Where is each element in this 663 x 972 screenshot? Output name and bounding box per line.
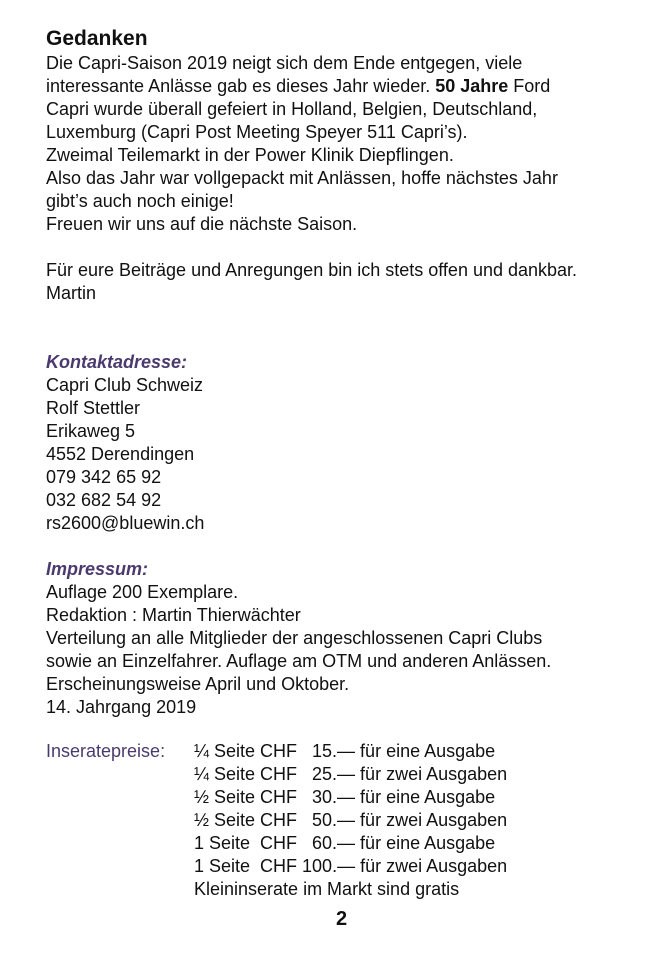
contact-line: Rolf Stettler xyxy=(46,398,141,418)
signature: Martin xyxy=(46,283,97,303)
price-row: ¼ Seite CHF 15.— für eine Ausgabe xyxy=(194,741,496,761)
price-row: ½ Seite CHF 50.— für zwei Ausgaben xyxy=(194,810,508,830)
text-line: Luxemburg (Capri Post Meeting Speyer 511 Capri’s). xyxy=(46,122,468,142)
impressum-section xyxy=(46,558,636,719)
impressum-line: Verteilung an alle Mitglieder der angeschlossenen Capri Clubs xyxy=(46,628,543,648)
ad-prices xyxy=(46,740,636,901)
text-line: Also das Jahr war vollgepackt mit Anlässen, hoffe nächstes Jahr xyxy=(46,168,558,188)
contact-phone: 032 682 54 92 xyxy=(46,490,162,510)
impressum-line: sowie an Einzelfahrer. Auflage am OTM und anderen Anlässen. xyxy=(46,651,552,671)
price-note: Kleininserate im Markt sind gratis xyxy=(194,879,460,899)
price-row: 1 Seite CHF 100.— für zwei Ausgaben xyxy=(194,856,508,876)
text-line: Für eure Beiträge und Anregungen bin ich stets offen und dankbar. xyxy=(46,260,578,280)
text-line: Capri wurde überall gefeiert in Holland, Belgien, Deutschland, xyxy=(46,99,538,119)
ad-prices-list xyxy=(194,740,636,901)
impressum-line: Redaktion : Martin Thierwächter xyxy=(46,605,301,625)
price-row: 1 Seite CHF 60.— für eine Ausgabe xyxy=(194,833,496,853)
contact-heading: Kontaktadresse: xyxy=(46,352,188,372)
price-row: ½ Seite CHF 30.— für eine Ausgabe xyxy=(194,787,496,807)
contact-line: Capri Club Schweiz xyxy=(46,375,204,395)
impressum-line: Auflage 200 Exemplare. xyxy=(46,582,239,602)
text-line xyxy=(46,75,636,98)
ad-prices-label: Inseratepreise: xyxy=(46,741,166,761)
text-span: Ford xyxy=(508,76,551,96)
page-number: 2 xyxy=(335,908,348,930)
impressum-line: 14. Jahrgang 2019 xyxy=(46,697,197,717)
bold-text: 50 Jahre xyxy=(435,76,509,96)
section-title-thoughts: Gedanken xyxy=(46,27,148,50)
impressum-heading: Impressum: xyxy=(46,559,149,579)
contact-line: Erikaweg 5 xyxy=(46,421,136,441)
text-line: Freuen wir uns auf die nächste Saison. xyxy=(46,214,358,234)
contact-line: 4552 Derendingen xyxy=(46,444,195,464)
text-line: gibt’s auch noch einige! xyxy=(46,191,234,211)
thoughts-paragraph xyxy=(46,52,636,305)
contact-email[interactable]: rs2600@bluewin.ch xyxy=(46,513,205,533)
impressum-line: Erscheinungsweise April und Oktober. xyxy=(46,674,350,694)
text-line: Zweimal Teilemarkt in der Power Klinik Diepflingen. xyxy=(46,145,454,165)
price-row: ¼ Seite CHF 25.— für zwei Ausgaben xyxy=(194,764,508,784)
contact-phone: 079 342 65 92 xyxy=(46,467,162,487)
text-span: interessante Anlässe gab es dieses Jahr wieder. xyxy=(46,76,436,96)
contact-section xyxy=(46,351,636,535)
document-page xyxy=(46,26,636,901)
text-line: Die Capri-Saison 2019 neigt sich dem Ende entgegen, viele xyxy=(46,53,523,73)
